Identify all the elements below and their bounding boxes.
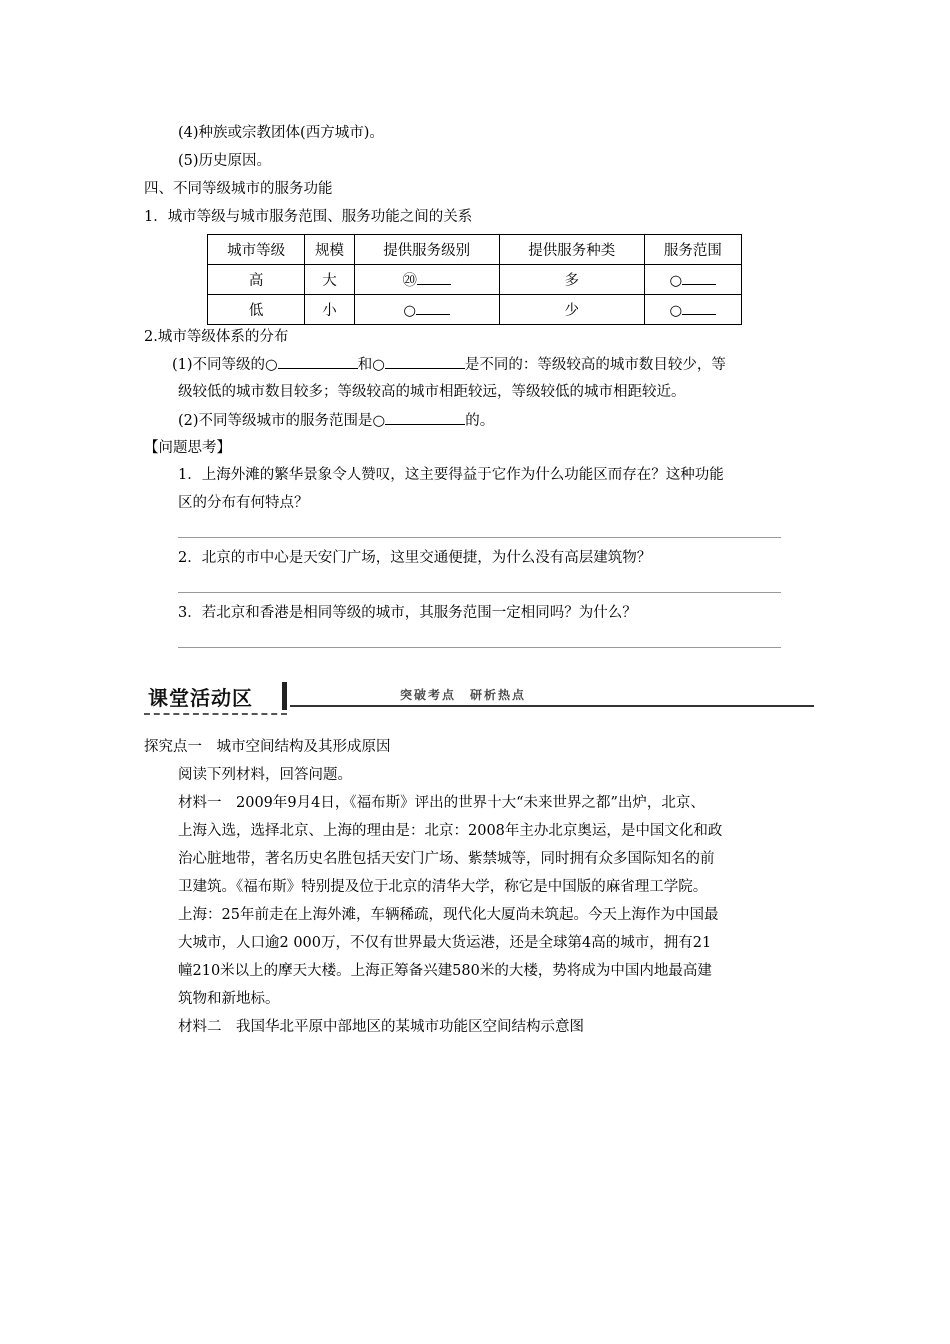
- table-cell: 大: [305, 265, 354, 295]
- fill-blank[interactable]: [416, 301, 450, 315]
- text-line: 2.城市等级体系的分布: [144, 329, 289, 345]
- question-text: 区的分布有何特点？: [178, 495, 309, 511]
- fill-blank[interactable]: [385, 410, 465, 425]
- table-header: 提供服务级别: [354, 235, 499, 265]
- table-row: [208, 265, 742, 295]
- text-line: 卫建筑。《福布斯》特别提及位于北京的清华大学，称它是中国版的麻省理工学院。: [178, 879, 708, 895]
- banner-divider: [282, 682, 287, 710]
- section-heading: 四、不同等级城市的服务功能: [144, 181, 333, 197]
- table-header: 提供服务种类: [499, 235, 644, 265]
- answer-line[interactable]: [178, 537, 781, 538]
- table-row: [208, 295, 742, 325]
- text-line: 大城市，人口逾2 000万，不仅有世界最大货运港，还是全球第4高的城市，拥有21: [178, 935, 712, 951]
- table-cell: 小: [305, 295, 354, 325]
- table-cell: 低: [208, 295, 305, 325]
- table-cell: ⑳: [354, 265, 499, 295]
- answer-line[interactable]: [178, 647, 781, 648]
- text-line: 1．城市等级与城市服务范围、服务功能之间的关系: [144, 209, 473, 225]
- question-text: 3．若北京和香港是相同等级的城市，其服务范围一定相同吗？为什么？: [178, 605, 637, 621]
- text-line: 上海入选，选择北京、上海的理由是：北京：2008年主办北京奥运，是中国文化和政: [178, 823, 723, 839]
- text-line: (1)不同等级的○ 和○ 是不同的：等级较高的城市数目较少，等: [172, 354, 726, 375]
- city-grade-table: [207, 234, 742, 325]
- fill-blank[interactable]: [278, 354, 358, 369]
- banner-dashed-rule: [144, 713, 287, 715]
- text-line: (4)种族或宗教团体(西方城市)。: [178, 125, 384, 141]
- banner-rule: [290, 705, 814, 707]
- fill-blank[interactable]: [417, 271, 451, 285]
- table-cell: ○: [644, 295, 741, 325]
- fill-blank[interactable]: [682, 301, 716, 315]
- table-header-row: [208, 235, 742, 265]
- table-header: 城市等级: [208, 235, 305, 265]
- section-heading: 【问题思考】: [144, 440, 231, 456]
- text-line: 上海：25年前走在上海外滩，车辆稀疏，现代化大厦尚未筑起。今天上海作为中国最: [178, 907, 719, 923]
- table-cell: 高: [208, 265, 305, 295]
- table-header: 规模: [305, 235, 354, 265]
- text-line: 筑物和新地标。: [178, 991, 280, 1007]
- text-line: 级较低的城市数目较多；等级较高的城市相距较远，等级较低的城市相距较近。: [178, 384, 686, 400]
- banner-subtitle: 突破考点 研析热点: [400, 688, 527, 702]
- fill-blank[interactable]: [682, 271, 716, 285]
- text-line: 幢210米以上的摩天大楼。上海正筹备兴建580米的大楼，势将成为中国内地最高建: [178, 963, 712, 979]
- fill-blank[interactable]: [385, 354, 465, 369]
- text-line: (2)不同等级城市的服务范围是○ 的。: [178, 410, 494, 431]
- table-cell: ○: [354, 295, 499, 325]
- text-line: (5)历史原因。: [178, 153, 272, 169]
- banner-title: 课堂活动区: [148, 686, 253, 710]
- table-cell: 多: [499, 265, 644, 295]
- section-heading: 探究点一 城市空间结构及其形成原因: [144, 739, 391, 755]
- table-header: 服务范围: [644, 235, 741, 265]
- table-cell: 少: [499, 295, 644, 325]
- text-line: 材料二 我国华北平原中部地区的某城市功能区空间结构示意图: [178, 1019, 584, 1035]
- answer-line[interactable]: [178, 592, 781, 593]
- text-line: 材料一 2009年9月4日，《福布斯》评出的世界十大“未来世界之都”出炉，北京、: [178, 795, 705, 811]
- question-text: 2．北京的市中心是天安门广场，这里交通便捷，为什么没有高层建筑物？: [178, 550, 652, 566]
- section-banner: [144, 680, 814, 716]
- question-text: 1．上海外滩的繁华景象令人赞叹，这主要得益于它作为什么功能区而存在？这种功能: [178, 467, 724, 483]
- table-cell: ○: [644, 265, 741, 295]
- text-line: 阅读下列材料，回答问题。: [178, 767, 352, 783]
- text-line: 治心脏地带，著名历史名胜包括天安门广场、紫禁城等，同时拥有众多国际知名的前: [178, 851, 715, 867]
